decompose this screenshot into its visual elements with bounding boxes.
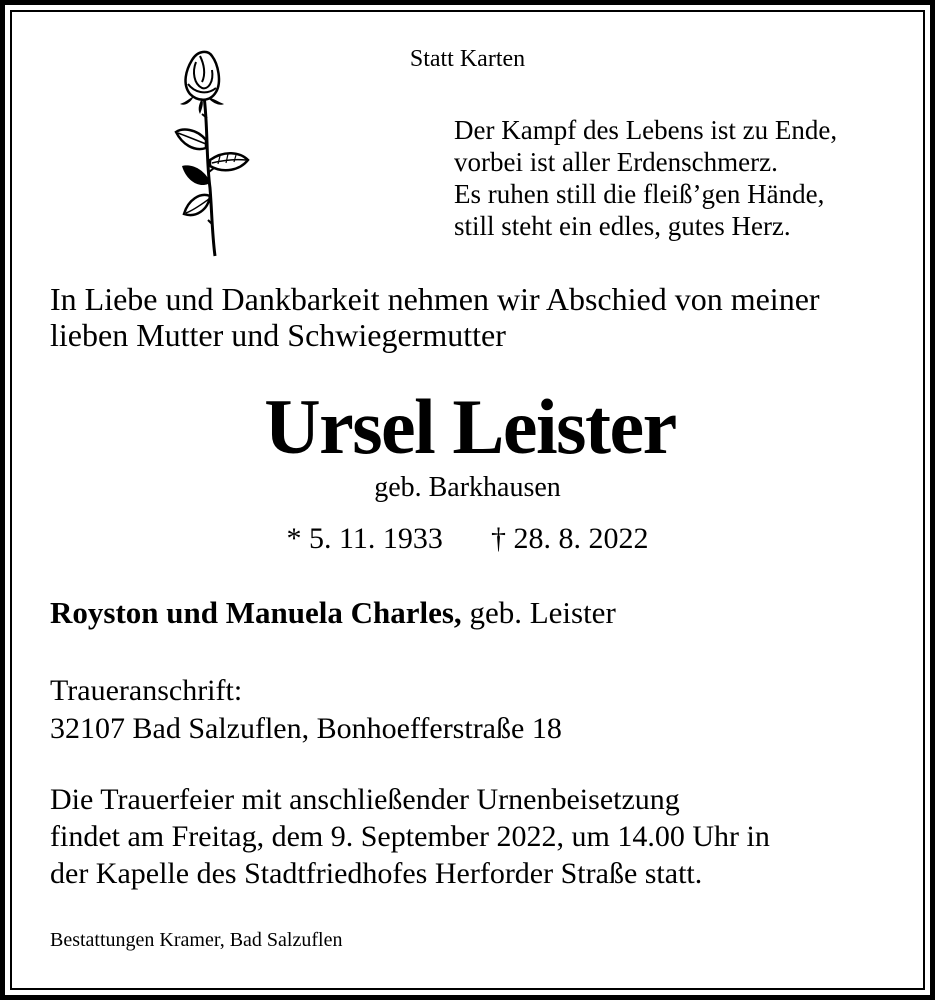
intro-text xyxy=(50,281,820,353)
death-date: † 28. 8. 2022 xyxy=(490,522,649,555)
ceremony-line: Die Trauerfeier mit anschließender Urnenbeisetzung xyxy=(50,783,680,816)
statt-karten: Statt Karten xyxy=(409,46,526,72)
poem-line: vorbei ist aller Erdenschmerz. xyxy=(454,147,778,177)
birth-name: geb. Barkhausen xyxy=(374,472,561,503)
poem-line: still steht ein edles, gutes Herz. xyxy=(454,211,791,241)
family-birth-name: geb. Leister xyxy=(461,595,616,630)
poem xyxy=(454,114,837,242)
intro-line: In Liebe und Dankbarkeit nehmen wir Abschied von meiner xyxy=(50,281,820,317)
life-dates xyxy=(0,522,935,556)
rose-icon xyxy=(168,48,258,258)
mourning-family xyxy=(50,595,616,631)
ceremony-line: der Kapelle des Stadtfriedhofes Herforder Straße statt. xyxy=(50,857,703,890)
poem-line: Es ruhen still die fleiß’gen Hände, xyxy=(454,179,825,209)
ceremony-info xyxy=(50,781,770,892)
ceremony-line: findet am Freitag, dem 9. September 2022, um 14.00 Uhr in xyxy=(50,820,770,853)
deceased-name: Ursel Leister xyxy=(264,383,676,470)
family-names: Royston und Manuela Charles, xyxy=(50,595,462,630)
intro-line: lieben Mutter und Schwiegermutter xyxy=(50,317,506,353)
address-line: 32107 Bad Salzuflen, Bonhoefferstraße 18 xyxy=(50,712,562,745)
undertaker: Bestattungen Kramer, Bad Salzuflen xyxy=(50,929,343,951)
birth-date: * 5. 11. 1933 xyxy=(286,522,443,555)
poem-line: Der Kampf des Lebens ist zu Ende, xyxy=(454,115,838,145)
address-label: Traueranschrift: xyxy=(50,674,243,707)
mourning-address xyxy=(50,672,562,748)
